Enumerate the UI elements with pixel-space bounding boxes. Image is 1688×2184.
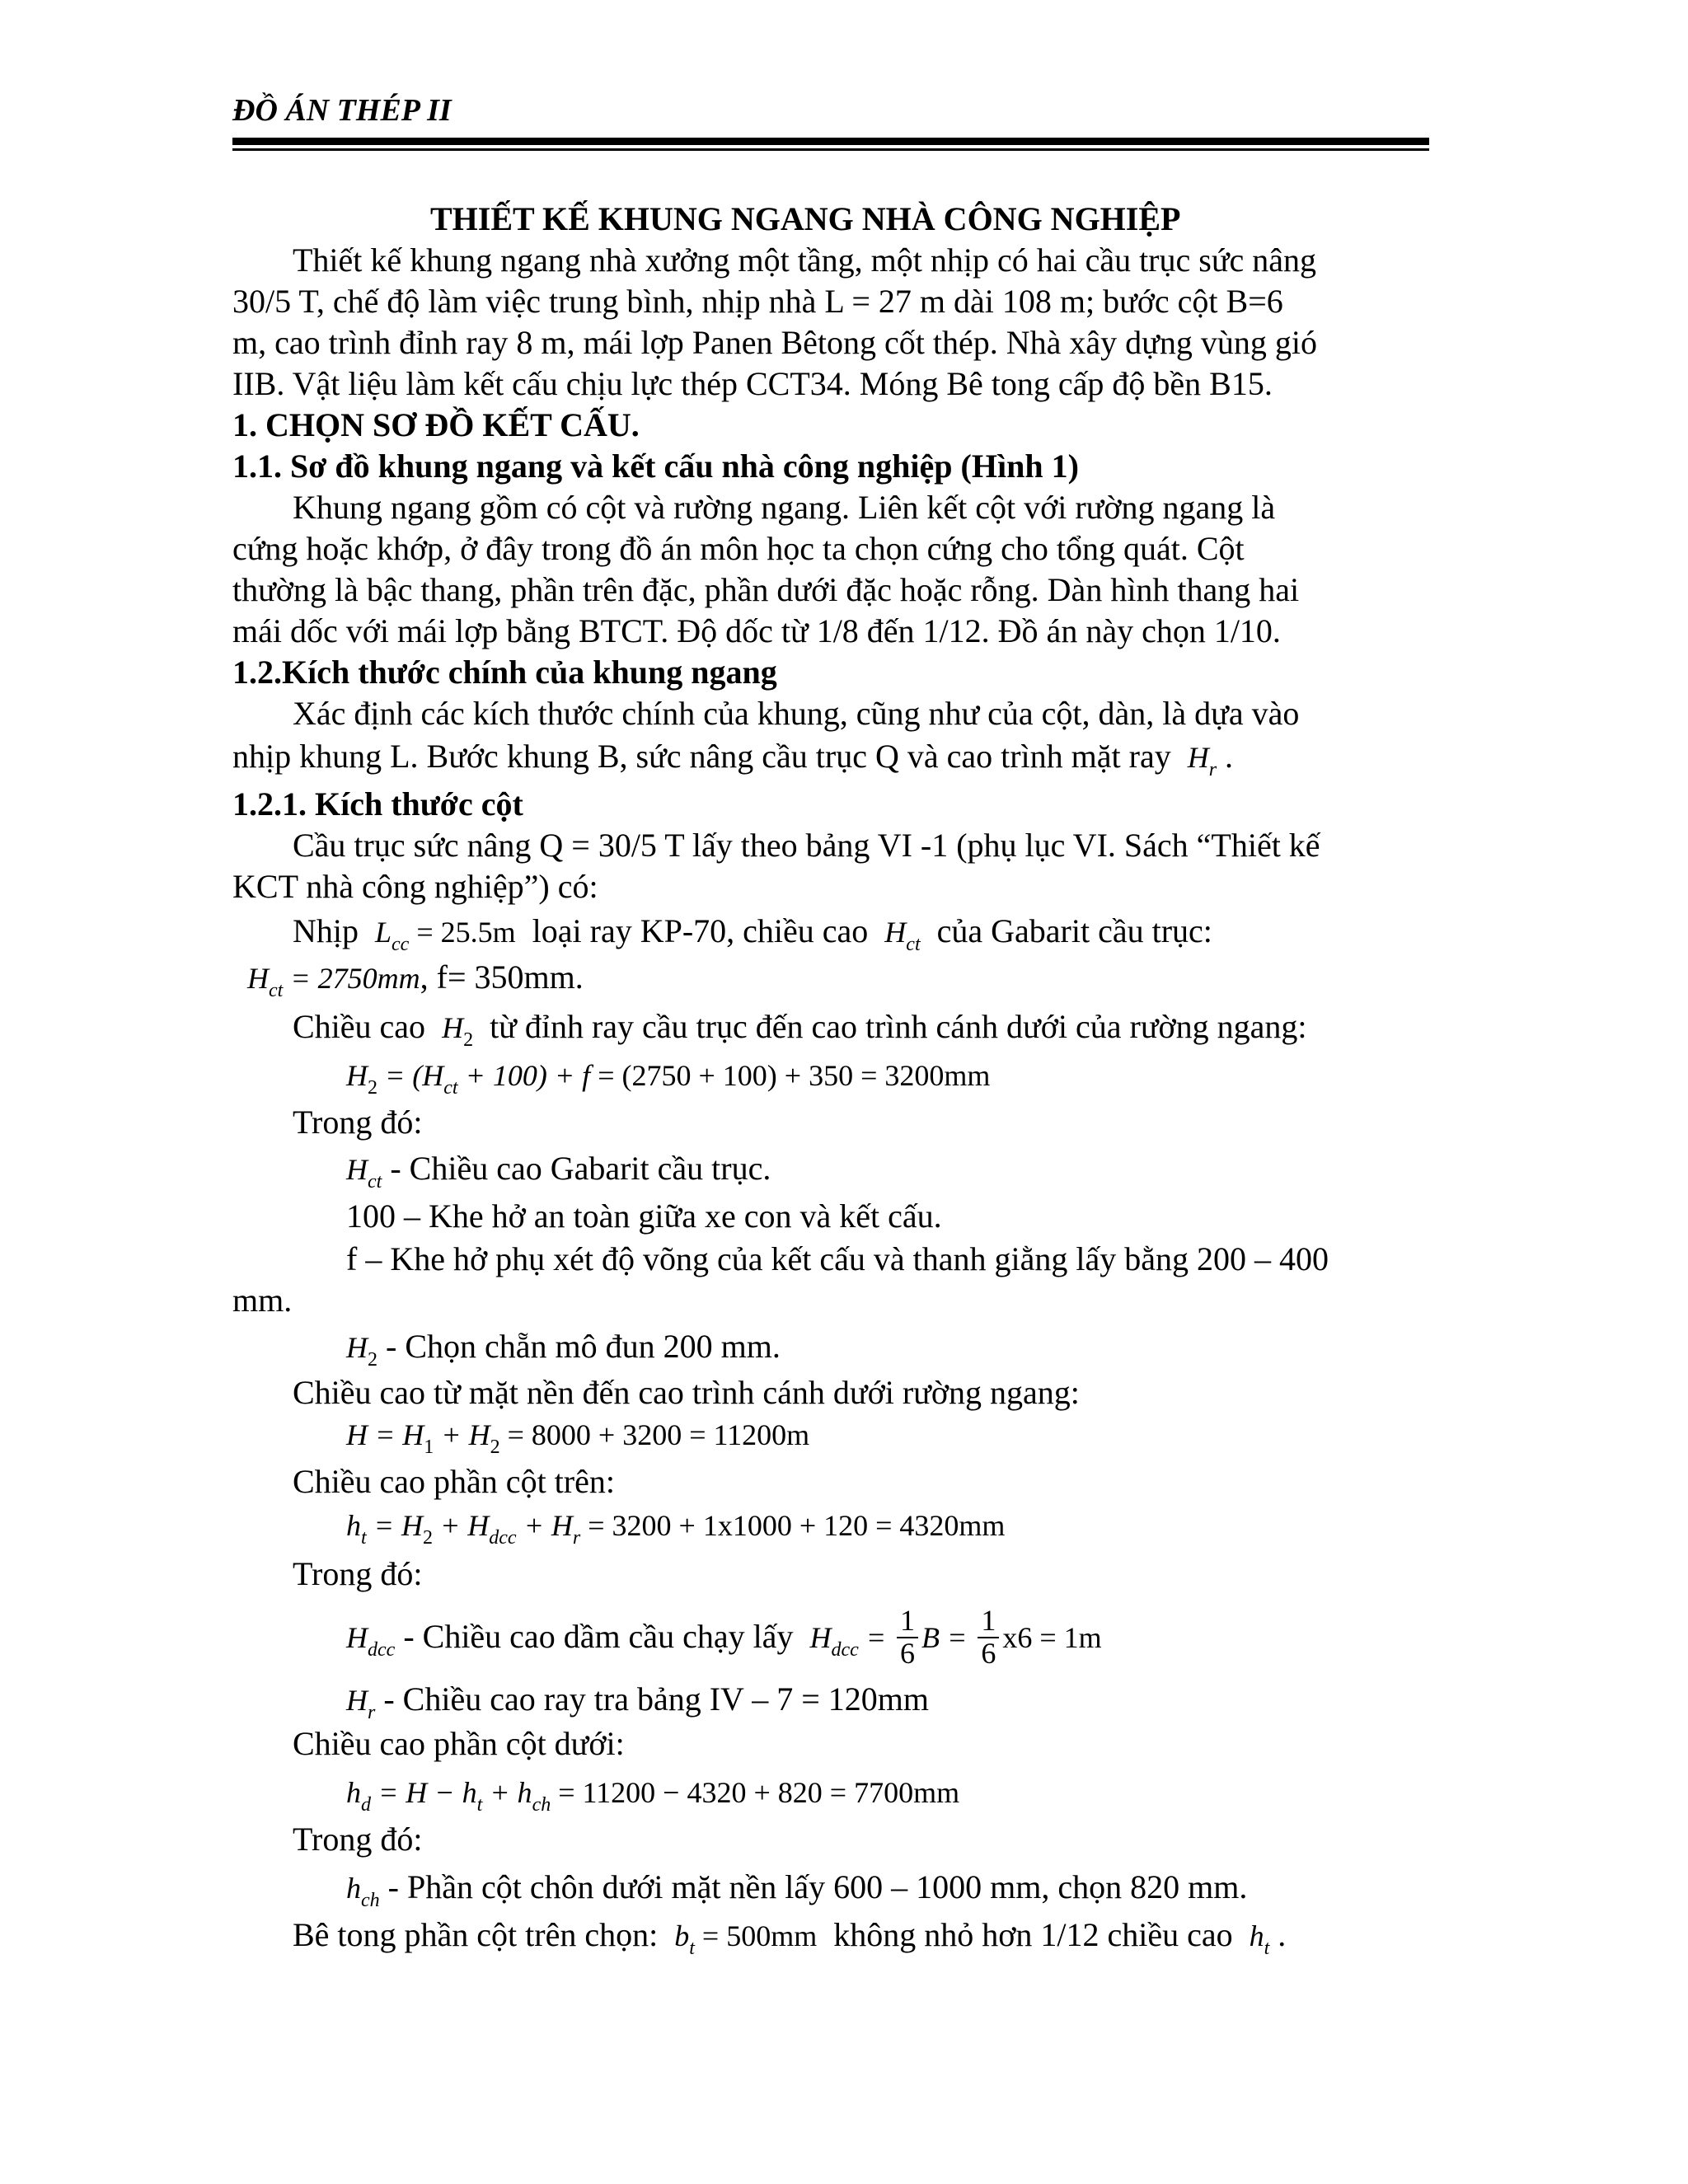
hch-description: $h_{ch}$ - Phần cột chôn dưới mặt nền lấy 600 – 1000 mm, chọn 820 mm. [346,1868,1248,1911]
upper-column-intro: Chiều cao phần cột trên: [293,1463,615,1500]
section-1-heading: 1. CHỌN SƠ ĐỒ KẾT CẤU. [232,406,640,443]
p12-line-1: Xác định các kích thước chính của khung, cũng như của cột, dàn, là dựa vào [293,695,1300,732]
p11-line-2: cứng hoặc khớp, ở đây trong đồ án môn học ta chọn cứng cho tổng quát. Cột [232,530,1245,567]
concrete-width-line: Bê tong phần cột trên chọn: $b_t = 500mm$ không nhỏ hơn 1/12 chiều cao $h_t$ . [293,1916,1287,1959]
h2-description: $H_2$ - Chọn chẵn mô đun 200 mm. [346,1328,781,1371]
p121-line-1: Cầu trục sức nâng Q = 30/5 T lấy theo bảng VI -1 (phụ lục VI. Sách “Thiết kế [293,827,1320,864]
span-line: Nhịp $L_{cc} = 25.5m$ loại ray KP-70, chiều cao $H_{ct}$ của Gabarit cầu trục: [293,912,1212,955]
p11-line-4: mái dốc với mái lợp bằng BTCT. Độ dốc từ 1/8 đến 1/12. Đồ án này chọn 1/10. [232,612,1281,649]
intro-line-3: m, cao trình đỉnh ray 8 m, mái lợp Panen Bêtong cốt thép. Nhà xây dựng vùng gió [232,324,1317,361]
p11-line-1: Khung ngang gồm có cột và rường ngang. Liên kết cột với rường ngang là [293,489,1276,526]
section-1-2-heading: 1.2.Kích thước chính của khung ngang [232,654,777,691]
doc-title: THIẾT KẾ KHUNG NGANG NHÀ CÔNG NGHIỆP [430,200,1181,237]
hd-equation: $h_d = H - h_t + h_{ch} = 11200 - 4320 + 820 = 7700mm$ [346,1776,960,1816]
clearance-f-unit: mm. [232,1282,293,1319]
page-header-title: ĐỒ ÁN THÉP II [232,93,452,128]
h-equation: $H = H_1 + H_2 = 8000 + 3200 = 11200m$ [346,1418,810,1458]
section-1-2-1-heading: 1.2.1. Kích thước cột [232,785,523,823]
p11-line-3: thường là bậc thang, phần trên đặc, phần dưới đặc hoặc rỗng. Dàn hình thang hai [232,571,1300,608]
hct-value-line: $H_{ct} = 2750mm$, f= 350mm. [247,958,584,1001]
intro-line-1: Thiết kế khung ngang nhà xưởng một tầng, một nhịp có hai cầu trục sức nâng [293,241,1317,279]
trong-do-1: Trong đó: [293,1104,423,1141]
p121-line-2: KCT nhà công nghiệp”) có: [232,868,598,905]
intro-line-4: IIB. Vật liệu làm kết cấu chịu lực thép CCT34. Móng Bê tong cấp độ bền B15. [232,365,1273,402]
hr-description: $H_r$ - Chiều cao ray tra bảng IV – 7 = 120mm [346,1680,930,1723]
trong-do-2: Trong đó: [293,1555,423,1592]
header-rule-thin [232,148,1429,151]
hct-description: $H_{ct}$ - Chiều cao Gabarit cầu trục. [346,1150,771,1193]
clearance-f-line: f – Khe hở phụ xét độ võng của kết cấu và thanh giằng lấy bằng 200 – 400 [346,1240,1329,1277]
intro-line-2: 30/5 T, chế độ làm việc trung bình, nhịp nhà L = 27 m dài 108 m; bước cột B=6 [232,283,1283,320]
ht-equation: $h_t = H_2 + H_{dcc} + H_r = 3200 + 1x1000 + 120 = 4320mm$ [346,1509,1006,1549]
h2-equation: $H_2 = (H_{ct} + 100) + f = (2750 + 100) + 350 = 3200mm$ [346,1059,991,1099]
clearance-100-line: 100 – Khe hở an toàn giữa xe con và kết cấu. [346,1197,942,1235]
height-h-intro: Chiều cao từ mặt nền đến cao trình cánh dưới rường ngang: [293,1374,1080,1411]
lower-column-intro: Chiều cao phần cột dưới: [293,1725,625,1762]
trong-do-3: Trong đó: [293,1821,423,1858]
section-1-1-heading: 1.1. Sơ đồ khung ngang và kết cấu nhà công nghiệp (Hình 1) [232,448,1079,485]
p12-line-2: nhịp khung L. Bước khung B, sức nâng cầu trục Q và cao trình mặt ray $H_r$ . [232,738,1234,780]
h2-intro-line: Chiều cao $H_2$ từ đỉnh ray cầu trục đến cao trình cánh dưới của rường ngang: [293,1008,1307,1051]
header-rule-thick [232,138,1429,145]
hdcc-description: $H_{dcc}$ - Chiều cao dầm cầu chạy lấy $H_{dcc}$ = $\frac{1}{6}$ B = $\frac{1}{6}$ x6 = 1m [346,1604,1102,1670]
